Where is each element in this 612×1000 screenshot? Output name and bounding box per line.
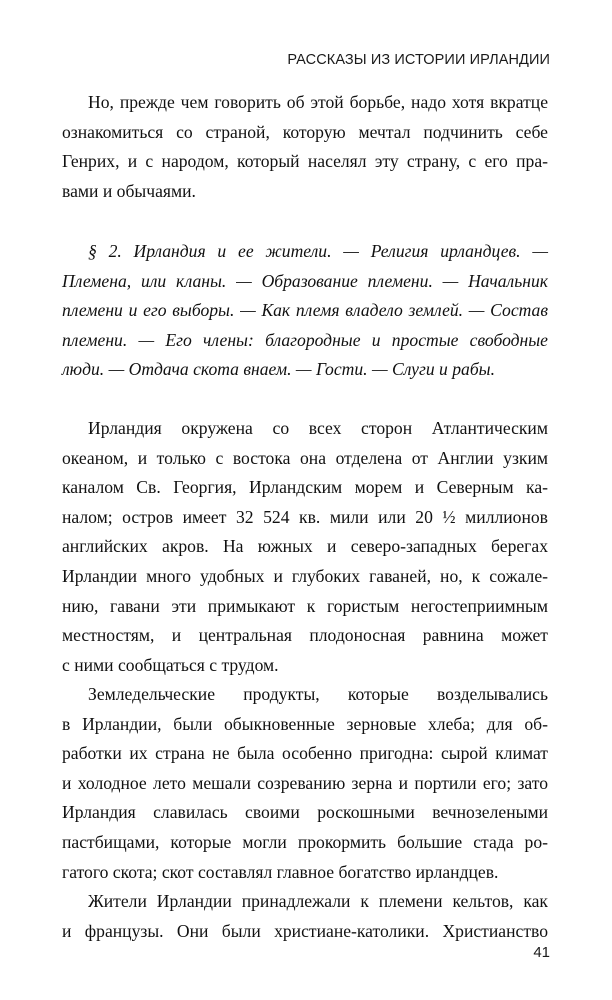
page-number: 41 — [533, 944, 550, 961]
geography-line-4: налом; остров имеет 32 524 кв. мили или 20 ½ миллионов — [62, 506, 548, 527]
people-line-1: Жители Ирландии принадлежали к племени кельтов, как — [88, 891, 548, 911]
geography-line-6: Ирландии много удобных и глубоких гаваней, но, к сожале- — [62, 565, 548, 586]
geography-line-1: Ирландия окружена со всех сторон Атлантическим — [88, 418, 548, 438]
agriculture-line-1: Земледельческие продукты, которые возделывались — [88, 684, 548, 704]
geography-line-9: с ними сообщаться с трудом. — [62, 654, 279, 675]
intro-line-3: Генрих, и с народом, который населял эту страну, с его пра- — [62, 151, 548, 172]
section-heading-line-3: племени и его выборы. — Как племя владело землей. — Состав — [62, 300, 548, 321]
section-heading-line-4: племени. — Его члены: благородные и простые свободные — [62, 329, 548, 350]
geography-line-5: английских акров. На южных и северо-западных берегах — [62, 536, 548, 557]
geography-line-3: каналом Св. Георгия, Ирландским морем и Северным ка- — [62, 477, 548, 498]
geography-line-2: океаном, и только с востока она отделена от Англии узким — [62, 447, 548, 468]
agriculture-paragraph — [62, 680, 548, 887]
people-paragraph — [62, 887, 548, 946]
intro-line-1: Но, прежде чем говорить об этой борьбе, надо хотя вкратце — [88, 92, 548, 112]
agriculture-line-6: пастбищами, которые могли прокормить большие стада ро- — [62, 831, 548, 852]
geography-line-8: местностям, и центральная плодоносная равнина может — [62, 625, 548, 646]
agriculture-line-7: гатого скота; скот составлял главное богатство ирландцев. — [62, 861, 499, 882]
intro-paragraph — [62, 88, 548, 206]
agriculture-line-2: в Ирландии, были обыкновенные зерновые хлеба; для об- — [62, 713, 548, 734]
agriculture-line-5: Ирландия славилась своими роскошными вечнозелеными — [62, 802, 548, 823]
geography-paragraph — [62, 414, 548, 680]
section-heading-line-5: люди. — Отдача скота внаем. — Гости. — Слуги и рабы. — [62, 359, 495, 380]
section-heading-line-1: § 2. Ирландия и ее жители. — Религия ирландцев. — — [88, 241, 548, 261]
running-head: РАССКАЗЫ ИЗ ИСТОРИИ ИРЛАНДИИ — [287, 52, 550, 68]
section-heading-line-2: Племена, или кланы. — Образование племени. — Начальник — [62, 270, 548, 291]
agriculture-line-4: и холодное лето мешали созреванию зерна и портили его; зато — [62, 772, 548, 793]
people-line-2: и французы. Они были христиане-католики. Христианство — [62, 920, 548, 941]
intro-line-4: вами и обычаями. — [62, 180, 196, 201]
intro-line-2: ознакомиться со страной, которую мечтал подчинить себе — [62, 121, 548, 142]
geography-line-7: нию, гавани эти примыкают к гористым негостеприимным — [62, 595, 548, 616]
agriculture-line-3: работки их страна не была особенно пригодна: сырой климат — [62, 743, 548, 764]
section-heading — [62, 237, 548, 385]
